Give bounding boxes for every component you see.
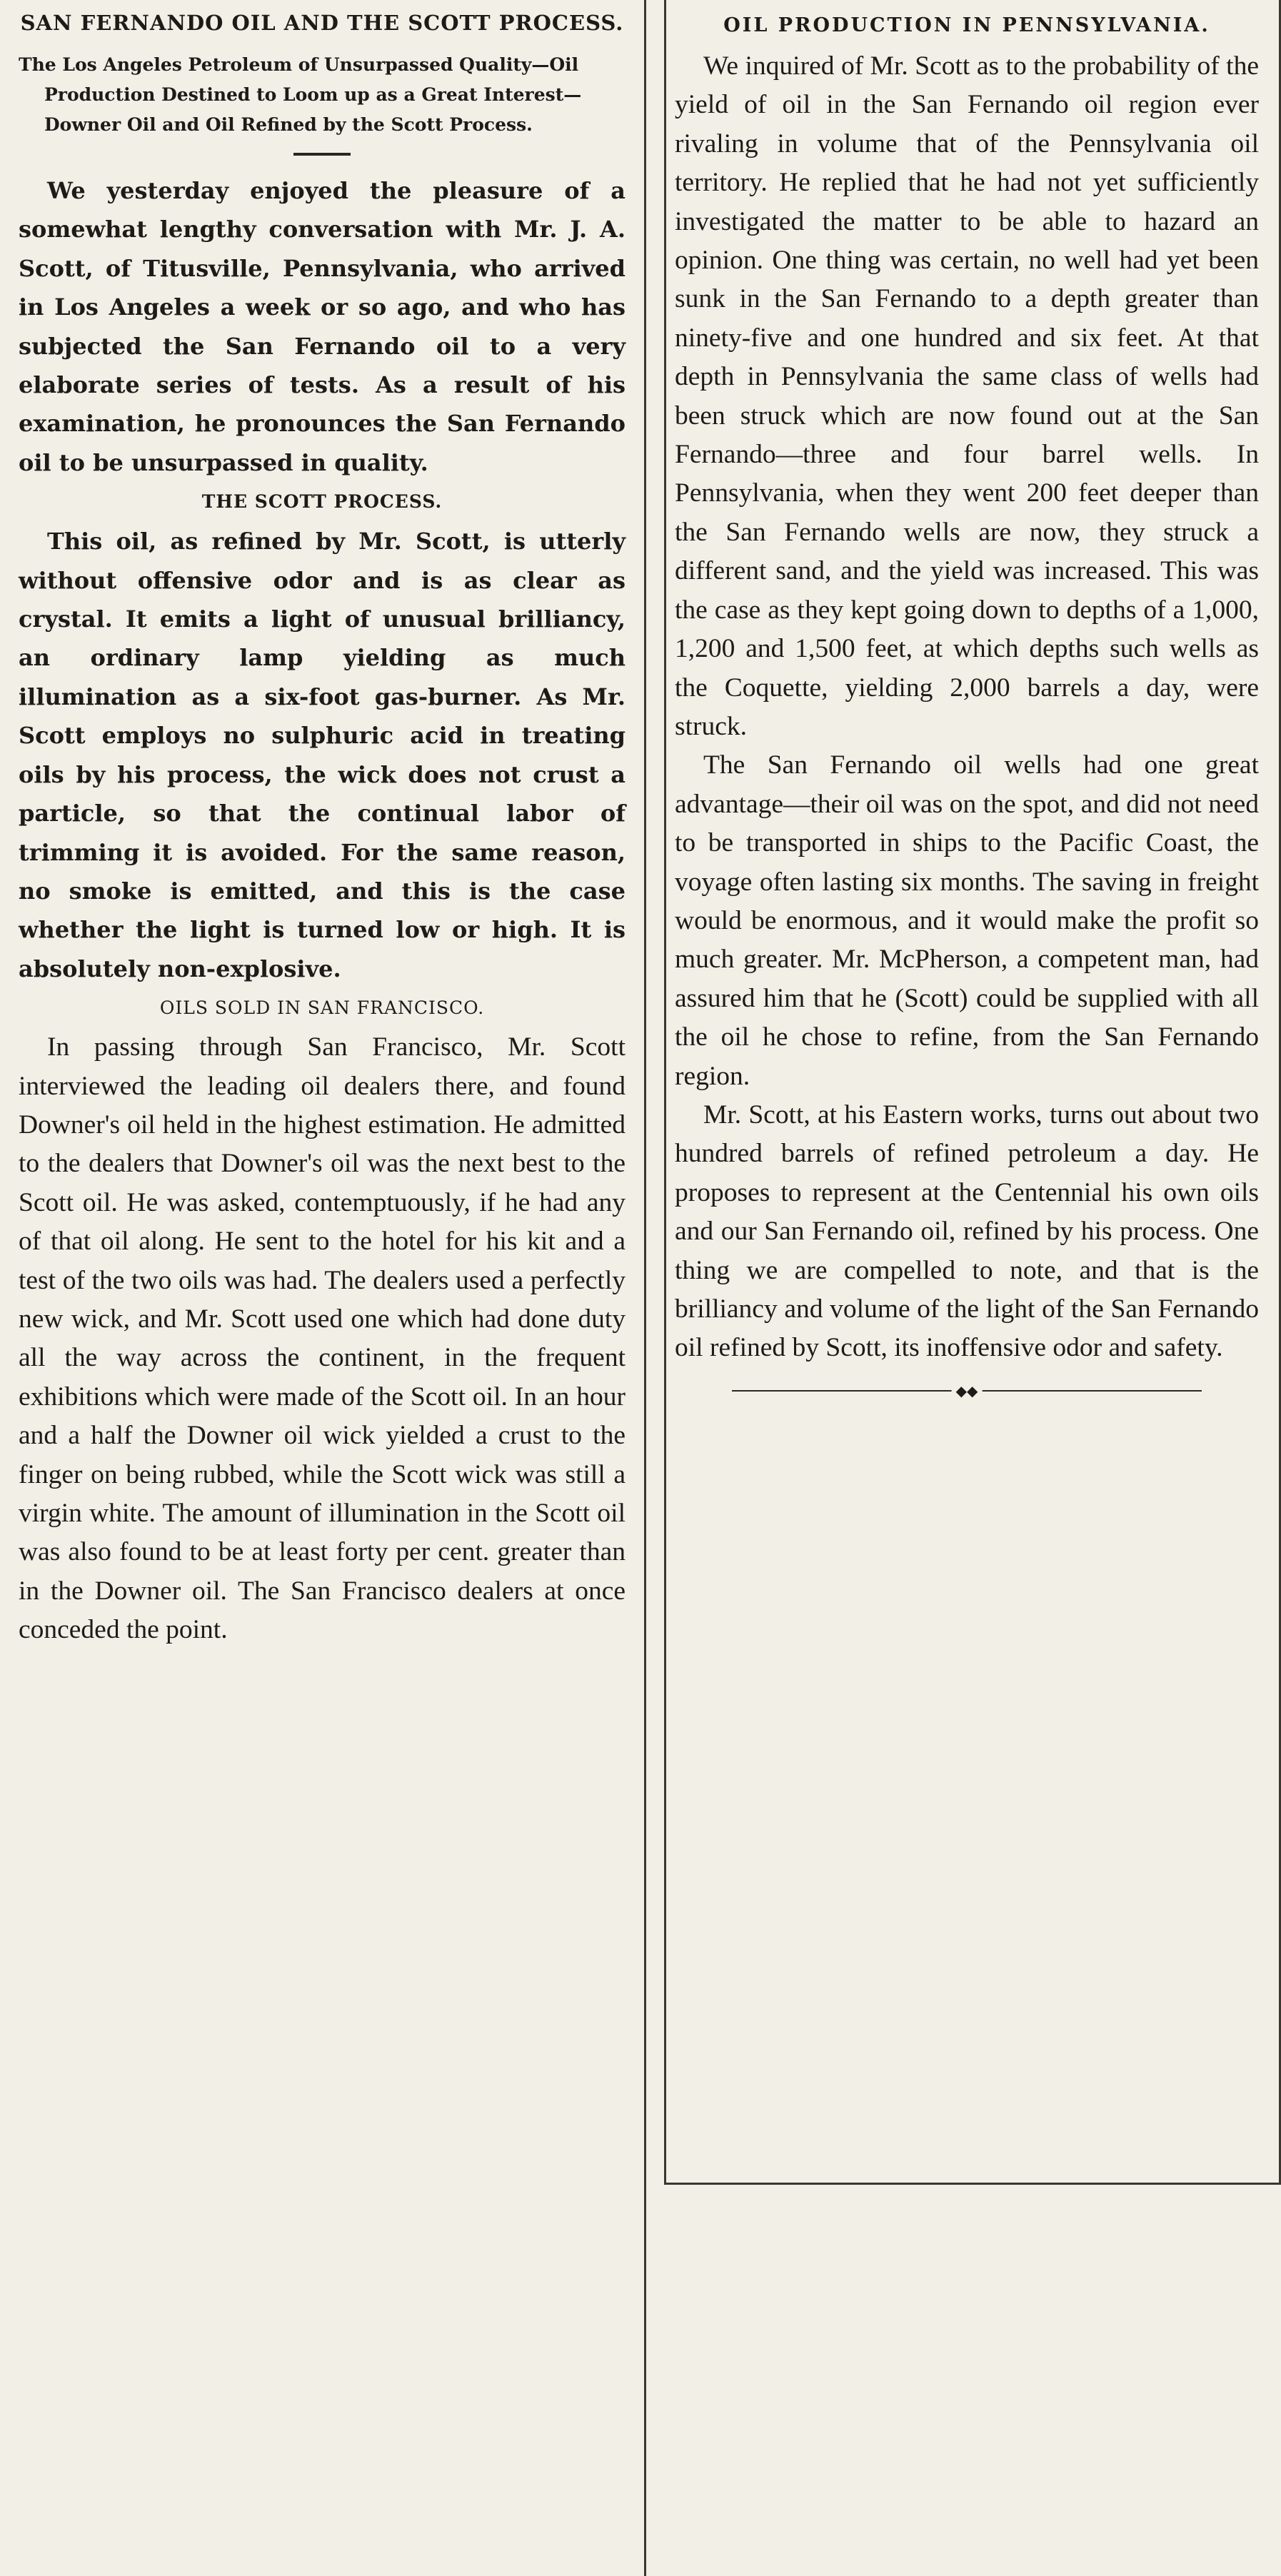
right-column (664, 0, 1281, 2185)
intro-paragraph: We yesterday enjoyed the pleasure of a somewhat lengthy conversation with Mr. J. A. Scott, of Titusville, Pennsylvania, who arrived in Los Angeles a week or so ago, and who has subjected the San Fernando oil to a very elaborate series of tests. As a result of his examination, he pronounces the San Fernando oil to be unsurpassed in quality. (19, 177, 626, 476)
section-heading-scott-process: THE SCOTT PROCESS. (201, 491, 443, 513)
headline-rule (293, 153, 351, 156)
end-rule (732, 1384, 1202, 1398)
end-ornament: ◆◆ (952, 1384, 983, 1398)
oils-sold-paragraph: In passing through San Francisco, Mr. Scott interviewed the leading oil dealers there, and found Downer's oil held in the highest estimation. He admitted to the dealers that Downer's oil was the next best to the Scott oil. He was asked, contemptuously, if he had any of that oil along. He sent to the hotel for his kit and a test of the two oils was had. The dealers used a perfectly new wick, and Mr. Scott used one which had done duty all the way across the continent, in the frequent exhibitions which were made of the Scott oil. In an hour and a half the Downer oil wick yielded a crust to the finger on being rubbed, while the Scott wick was still a virgin white. The amount of illumination in the Scott oil was also found to be at least forty per cent. greater than in the Downer oil. The San Francisco dealers at once conceded the point. (19, 1032, 626, 1645)
oil-production-paragraph-2: The San Fernando oil wells had one great advantage—their oil was on the spot, and did not need to be transported in ships to the Pacific Coast, the voyage often lasting six months. The saving in freight would be enormous, and it would make the profit so much greater. Mr. McPherson, a competent man, had assured him that he (Scott) could be supplied with all the oil he chose to refine, from the San Fernando region. (675, 750, 1259, 1091)
subheadline: The Los Angeles Petroleum of Unsurpassed Quality—Oil Production Destined to Loom up as a Great Interest—Downer Oil and Oil Refined by the Scott Process. (19, 54, 582, 135)
section-heading-oil-production: OIL PRODUCTION IN PENNSYLVANIA. (723, 14, 1210, 36)
oil-production-paragraph-1: We inquired of Mr. Scott as to the probability of the yield of oil in the San Fernando oil region ever rivaling in volume that of the Pennsylvania oil territory. He replied that he had not yet sufficiently investigated the matter to be able to hazard an opinion. One thing was certain, no well had yet been sunk in the San Fernando to a depth greater than ninety-five and one hundred and six feet. At that depth in Pennsylvania the same class of wells had been struck which are now found out at the San Fernando—three and four barrel wells. In Pennsylvania, when they went 200 feet deeper than the San Fernando wells are now, they struck a different sand, and the yield was increased. This was the case as they kept going down to depths of a 1,000, 1,200 and 1,500 feet, at which depths such wells as the Coquette, yielding 2,000 barrels a day, were struck. (675, 51, 1259, 741)
section-heading-oils-sold: OILS SOLD IN SAN FRANCISCO. (159, 997, 485, 1019)
headline: SAN FERNANDO OIL AND THE SCOTT PROCESS. (20, 11, 624, 35)
scott-process-paragraph: This oil, as refined by Mr. Scott, is utterly without offensive odor and is as clear as crystal. It emits a light of unusual brilliancy, an ordinary lamp yielding as much illumination as a six-foot gas-burner. As Mr. Scott employs no sulphuric acid in treating oils by his process, the wick does not crust a particle, so that the continual labor of trimming it is avoided. For the same reason, no smoke is emitted, and this is the case whether the light is turned low or high. It is absolutely non-explosive. (19, 528, 626, 982)
oil-production-paragraph-3: Mr. Scott, at his Eastern works, turns out about two hundred barrels of refined petroleum a day. He proposes to represent at the Centennial his own oils and our San Fernando oil, refined by his process. One thing we are compelled to note, and that is the brilliancy and volume of the light of the San Fernando oil refined by Scott, its inoffensive odor and safety. (675, 1100, 1259, 1363)
